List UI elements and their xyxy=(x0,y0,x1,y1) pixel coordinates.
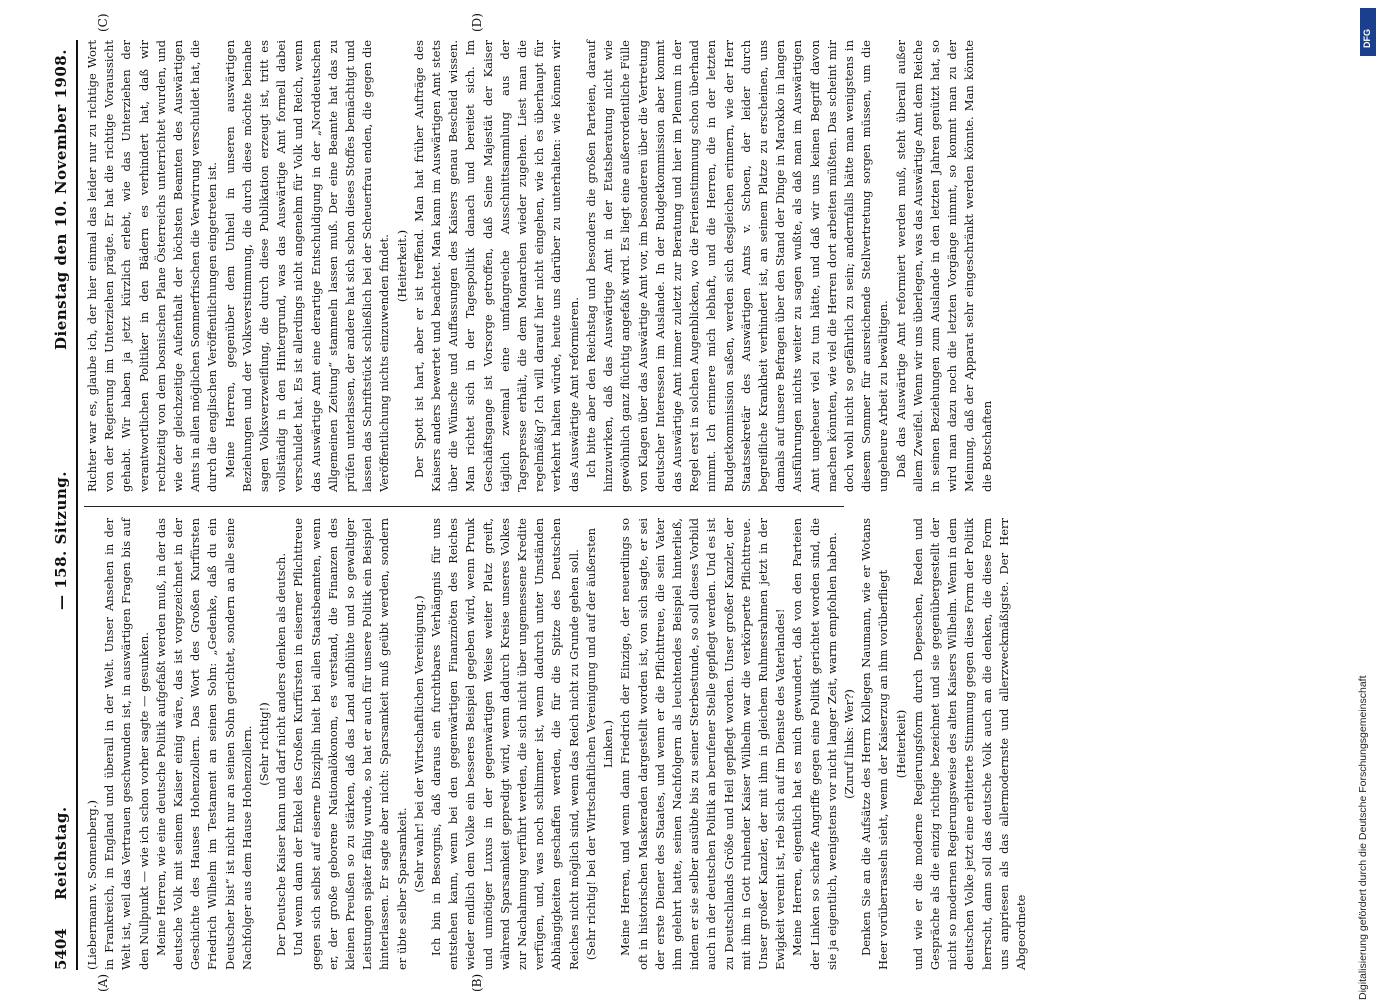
digitization-credit-text: Digitalisierung gefördert durch die Deutsche Forschungsgemeinschaft xyxy=(1357,675,1369,1000)
page-number: 5404 xyxy=(52,928,70,970)
left-text-column xyxy=(84,518,1030,970)
dfg-logo-text: DFG xyxy=(1362,29,1372,48)
column-divider xyxy=(84,506,844,507)
margin-marker-c: (C) xyxy=(96,13,110,32)
digitization-credit xyxy=(1357,10,1377,1000)
page-header xyxy=(52,40,78,970)
interjection: (Heiterkeit) xyxy=(893,709,908,779)
margin-marker-d: (D) xyxy=(470,13,484,32)
right-text-column xyxy=(84,40,996,492)
interjection: (Zuruf links: Wer?) xyxy=(841,689,856,799)
interjection: (Sehr richtig!) xyxy=(257,702,272,786)
interjection: (Sehr wahr! bei der Wirtschaftlichen Vereinigung.) xyxy=(411,595,426,893)
paragraph: Meine Herren, eigentlich hat es mich gewundert, daß von den Parteien der Linken so scharfe Angriffe gegen eine Politik gerichtet worden sind, die sie ja eigentlich, wenigstens vor nicht langer Zeit, warm empfohlen haben. xyxy=(790,518,839,970)
paragraph: Ich bitte aber den Reichstag und besonders die großen Parteien, darauf hinzuwirken, daß das Auswärtige Amt in der Etatsberatung nicht wie gewöhnlich ganz flüchtig angefaßt wird. Es liegt eine außerordentliche Fülle von Klagen über das Auswärtige Amt vor, im besonderen über die Vertretung deutscher Interessen im Auslande. In der Budgetkommission aber kommt das Auswärtige Amt immer zuletzt zur Beratung und hier im Plenum in der Regel erst in solchen Augenblicken, wo die Ferienstimmung schon überhand nimmt. Ich erinnere mich lebhaft, und die Herren, die in der letzten Budgetkommission saßen, werden sich desgleichen erinnern, wie der Herr Staatssekretär des Auswärtigen Amts v. Schoen, der leider durch begreifliche Krankheit verhindert ist, an seinem Platze zu erscheinen, uns damals auf unsere Befragen über den Stand der Dinge in Marokko in langen Ausführungen nichts weiter zu sagen wußte, als daß man im Auswärtigen Amt ungeheuer viel zu tun hätte, und daß wir uns keinen Begriff davon machen könnten, wie viel die Herren dort arbeiten müßten. Das scheint mir doch wohl nicht so gefährlich zu sein; andernfalls hätte man wenigstens in diesem Sommer für ausreichende Stellvertretung sorgen müssen, um die ungeheure Arbeit zu bewältigen. xyxy=(583,40,891,492)
paragraph: Meine Herren, und wenn dann Friedrich der Einzige, der neuerdings so oft in historischen Maskeraden dargestellt worden ist, von sich sagte, er sei der erste Diener des Staates, und wenn er die Pflichttreue, die sein Vater ihm gelehrt hatte, seinen Nachfolgern als leuchtendes Beispiel hinterließ, indem er sie selber ausübte bis zu seiner Sterbestunde, so soll dieses Vorbild auch in der deutschen Politik an berufener Stelle gepflegt werden. Und es ist zu Deutschlands Größe und Heil gepflegt worden. Unser großer Kanzler, der mit ihm in Gott ruhender Kaiser Wilhelm war die verkörperte Pflichttreue. Unser großer Kanzler, der mit ihm in gleichem Ruhmesrahmen jetzt in der Ewigkeit vereint ist, rieb sich auf im Dienste des Vaterlandes! xyxy=(618,517,788,970)
margin-marker-b: (B) xyxy=(470,973,484,992)
paragraph: Meine Herren, wie eine deutsche Politik aufgefaßt werden muß, in der das deutsche Volk mit seinem Kaiser einig wäre, das ist vorgezeichnet in der Geschichte des Hauses Hohenzollern. Das Wort des Großen Kurfürsten Friedrich Wilhelm im Testament an seinen Sohn: „Gedenke, daß du ein Deutscher bist“ ist nicht nur an seinen Sohn gerichtet, sondern an alle seine Nachfolger aus dem Hause Hohenzollern. xyxy=(153,518,254,970)
paragraph: Der Deutsche Kaiser kann und darf nicht anders denken als deutsch. xyxy=(274,553,289,956)
paragraph: in Frankreich, in England und überall in der Welt. Unser Ansehen in der Welt ist, weil das Vertrauen geschwunden ist, in auswärtigen Fragen bis auf den Nullpunkt — wie ich schon vorher sagte — gesunken. xyxy=(102,518,151,970)
paragraph: und wie er die moderne Regierungsform durch Depeschen, Reden und Gespräche als die einzig richtige bezeichnet und sie gegenübergestellt der nicht so modernen Regierungsweise des alten Kaisers Wilhelm. Wenn in dem deutschen Volke jetzt eine erbitterte Stimmung gegen diese Form der Politik herrscht, dann soll das deutsche Volk auch an die denken, die diese Form uns anpriesen als das allermodernste und allerzweckmäßigste. Der Herr Abgeordnete xyxy=(910,518,1028,970)
paragraph: Daß das Auswärtige Amt reformiert werden muß, steht überall außer allem Zweifel. Wenn wir uns überlegen, was das Auswärtige Amt dem Reiche in seinen Beziehungen zum Auslande in den letzten Jahren genützt hat, so wird man dazu noch die letzten Vorgänge nimmt, so kommt man zu der Meinung, daß der Apparat sehr eingeschränkt werden könnte. Man könnte die Botschaften xyxy=(893,40,994,492)
paragraph: Und wenn dann der Enkel des Großen Kurfürsten in eiserner Pflichttreue gegen sich selbst auf eiserne Disziplin hielt bei allen Staatsbeamten, wenn er, der große geborene Nationalökonom, es verstand, die Finanzen des kleinen Preußen so zu stärken, daß das Land aufblühte und so gewaltiger Leistungen später fähig wurde, so hat er auch für unsere Politik ein Beispiel hinterlassen. Er sagte aber nicht: Sparsamkeit muß geübt werden, sondern er übte selber Sparsamkeit. xyxy=(291,518,409,970)
margin-marker-a: (A) xyxy=(96,973,110,992)
paragraph: Denken Sie an die Aufsätze des Herrn Kollegen Naumann, wie er Wotans Heer vorüberrasseln sieht, wenn der Kaiserzug an ihm vorüberfliegt xyxy=(859,518,891,970)
header-title: Reichstag. xyxy=(52,806,70,900)
header-date: Dienstag den 10. November 1908. xyxy=(52,49,70,350)
interjection: (Sehr richtig! bei der Wirtschaftlichen Vereinigung und auf der äußersten Linken.) xyxy=(583,527,616,961)
paragraph: Richter war es, glaube ich, der hier einmal das leider nur zu richtige Wort von der Regierung im Unterziehen prägte. Er hat die richtige Voraussicht gehabt. Wir haben ja jetzt kürzlich erlebt, wie das Unterziehen der verantwortlichen Politiker in den Bädern es verhindert hat, daß wir rechtzeitig von dem bosnischen Plane Österreichs unterrichtet wurden, und wie der gleichzeitige Aufenthalt der höchsten Beamten des Auswärtigen Amts in allen möglichen Sommerfrischen die Verwirrung verschuldet hat, die durch die englischen Veröffentlichungen eingetreten ist. xyxy=(85,40,220,492)
speaker-label: (Liebermann v. Sonnenberg.) xyxy=(85,800,99,970)
paragraph: Ich bin in Besorgnis, daß daraus ein furchtbares Verhängnis für uns entstehen kann, wenn bei den gegenwärtigen Finanznöten des Reiches wieder endlich dem Volke ein besseres Beispiel gegeben wird, wenn Prunk und unnötiger Luxus in der gegenwärtigen Weise weiter Platz greift, während Sparsamkeit gepredigt wird, wenn dadurch Kreise unseres Volkes zur Nachahmung verführt werden, die sich nicht über ungemessene Kredite verfügen, und, was noch schlimmer ist, wenn dadurch unter Umständen Abhängigkeiten geschaffen werden, die für die Spitze des Deutschen Reiches nicht möglich sind, wenn das Reich nicht zu Grunde gehen soll. xyxy=(429,518,581,970)
paragraph: Meine Herren, gegenüber dem Unheil in unseren auswärtigen Beziehungen und der Volksverstimmung, die durch diese möchte beinahe sagen Volksverzweiflung, die durch diese Publikation erzeugt ist, tritt es vollständig in den Hintergrund, was das Auswärtige Amt formell dabei verschuldet hat. Es ist allerdings nicht angenehm für Volk und Reich, wenn das Auswärtige Amt eine derartige Entschuldigung in der „Norddeutschen Allgemeinen Zeitung“ stammeln lassen muß. Der eine Beamte hat das zu prüfen unterlassen, der andere hat sich schon dieses Stoffes bemächtigt und lassen das Schriftstück schließlich bei der Scheuerfrau enden, die gegen die Veröffentlichung nichts einzuwenden findet. xyxy=(222,40,392,492)
interjection: (Heiterkeit.) xyxy=(394,229,409,303)
header-session: — 158. Sitzung. xyxy=(52,471,70,610)
paragraph: Der Spott ist hart, aber er ist treffend. Man hat früher Aufträge des Kaisers anders bewertet und beachtet. Man kann im Auswärtigen Amt stets über die Wünsche und Auffassungen des Kaisers genau Bescheid wissen. Man richtet sich in der Tagespolitik danach und bereitet sich. Im Geschäftsgange ist Vorsorge getroffen, daß Seine Majestät der Kaiser täglich zweimal eine umfangreiche Ausschnittsammlung aus der Tagespresse erhält, die dem Monarchen wieder zugehen. Liest man die regelmäßig? Ich will darauf hier nicht eingehen, wie ich es überhaupt für verkehrt halten würde, heute uns darüber zu unterhalten: wie können wir das Auswärtige Amt reformieren. xyxy=(411,40,581,492)
